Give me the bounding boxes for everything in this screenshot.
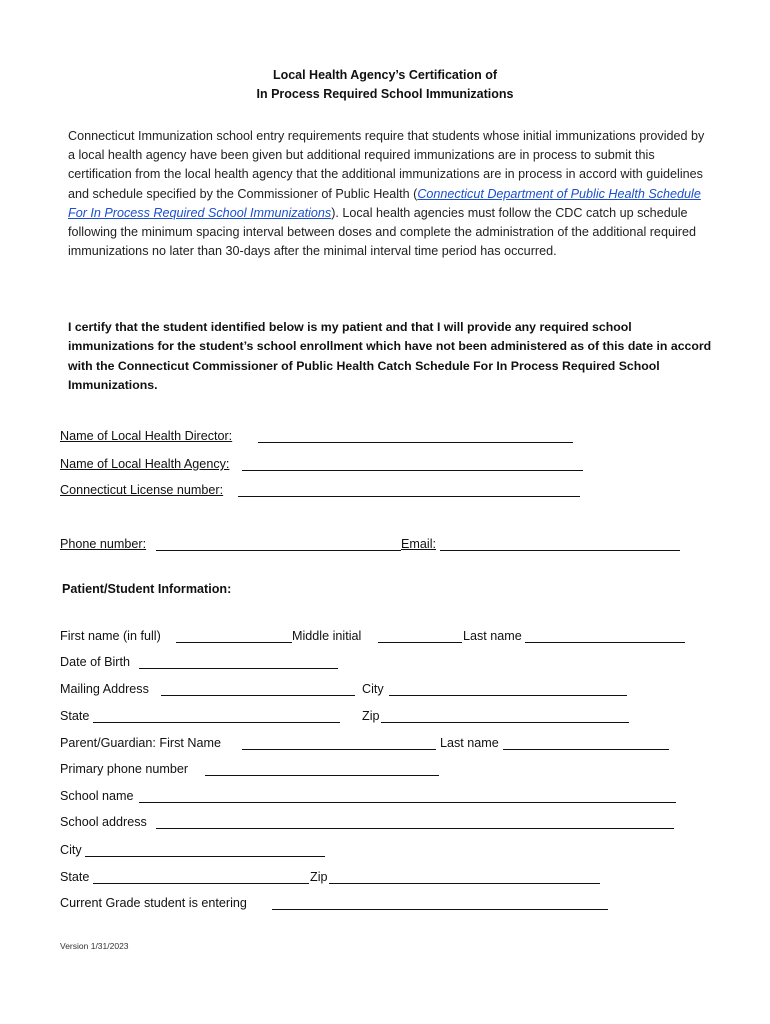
primary-phone-field[interactable] — [60, 760, 445, 778]
phone-number-label: Phone number: — [60, 537, 147, 551]
agency-name-label: Name of Local Health Agency: — [60, 457, 230, 471]
guardian-first-name-label: Parent/Guardian: First Name — [60, 736, 221, 750]
school-name-label: School name — [60, 789, 134, 803]
license-number-line[interactable] — [238, 496, 580, 497]
middle-initial-line[interactable] — [378, 642, 462, 643]
agency-name-line[interactable] — [242, 470, 583, 471]
school-state-label: State — [60, 870, 90, 884]
school-state-zip-field[interactable] — [60, 868, 605, 886]
guardian-last-name-line[interactable] — [503, 749, 669, 750]
primary-phone-label: Primary phone number — [60, 762, 189, 776]
phone-number-line[interactable] — [156, 550, 401, 551]
email-line[interactable] — [440, 550, 680, 551]
guardian-name-field[interactable] — [60, 734, 675, 752]
phone-email-field[interactable] — [60, 535, 685, 553]
first-name-label: First name (in full) — [60, 629, 161, 643]
last-name-line[interactable] — [525, 642, 685, 643]
mailing-address-label: Mailing Address — [60, 682, 149, 696]
school-city-label: City — [60, 843, 82, 857]
state-label: State — [60, 709, 90, 723]
certification-statement: I certify that the student identified below is my patient and that I will provide any required school immunizations for the student’s school enrollment which have not been administered as of this date in accord with the Connecticut Commissioner of Public Health Catch Schedule For In Process Required School Immunizations. — [68, 320, 712, 392]
director-name-label: Name of Local Health Director: — [60, 429, 233, 443]
license-number-label: Connecticut License number: — [60, 483, 224, 497]
last-name-label: Last name — [463, 629, 522, 643]
student-name-field[interactable] — [60, 627, 690, 645]
patient-section-title: Patient/Student Information: — [62, 582, 232, 596]
form-title-line-2: In Process Required School Immunizations — [256, 87, 514, 101]
dob-field[interactable] — [60, 653, 345, 671]
school-name-field[interactable] — [60, 787, 680, 805]
zip-label: Zip — [362, 709, 380, 723]
grade-label: Current Grade student is entering — [60, 896, 247, 910]
agency-name-field[interactable] — [60, 455, 590, 473]
mailing-address-line[interactable] — [161, 695, 355, 696]
form-title-line-1: Local Health Agency’s Certification of — [272, 68, 498, 82]
school-address-label: School address — [60, 815, 147, 829]
school-zip-line[interactable] — [329, 883, 600, 884]
grade-line[interactable] — [272, 909, 608, 910]
first-name-line[interactable] — [176, 642, 292, 643]
school-zip-label: Zip — [310, 870, 328, 884]
guardian-last-name-label: Last name — [440, 736, 499, 750]
zip-line[interactable] — [381, 722, 629, 723]
school-address-field[interactable] — [60, 813, 680, 831]
school-state-line[interactable] — [93, 883, 309, 884]
intro-paragraph — [68, 127, 708, 261]
grade-field[interactable] — [60, 894, 615, 912]
version-label: Version 1/31/2023 — [60, 941, 129, 951]
director-name-line[interactable] — [258, 442, 573, 443]
director-name-field[interactable] — [60, 427, 580, 445]
dob-line[interactable] — [139, 668, 338, 669]
school-city-line[interactable] — [85, 856, 325, 857]
guardian-first-name-line[interactable] — [242, 749, 436, 750]
dob-label: Date of Birth — [60, 655, 130, 669]
intro-text-after: ). Local health agencies must follow the CDC catch up schedule following the minimum spacing interval between doses and complete the administration of the additional required immunizations no later than 30-days after the minimal interval time period has occurred. — [68, 205, 696, 259]
email-label: Email: — [401, 537, 436, 551]
middle-initial-label: Middle initial — [292, 629, 362, 643]
license-number-field[interactable] — [60, 481, 585, 499]
state-line[interactable] — [93, 722, 340, 723]
school-city-field[interactable] — [60, 841, 330, 859]
city-label: City — [362, 682, 384, 696]
city-line[interactable] — [389, 695, 627, 696]
dph-schedule-link[interactable]: Connecticut Department of Public Health Schedule For In Process Required School Immunizations — [68, 186, 701, 220]
mailing-address-field[interactable] — [60, 680, 635, 698]
intro-text-before: Connecticut Immunization school entry requirements require that students whose initial immunizations provided by a local health agency have been given but additional required immunizations are in process to submit this certification from the local health agency that the additional immunizations are in process in accord with guidelines and schedule specified by the Commissioner of Public Health ( — [68, 129, 705, 201]
primary-phone-line[interactable] — [205, 775, 439, 776]
school-name-line[interactable] — [139, 802, 676, 803]
state-zip-field[interactable] — [60, 707, 635, 725]
school-address-line[interactable] — [156, 828, 674, 829]
